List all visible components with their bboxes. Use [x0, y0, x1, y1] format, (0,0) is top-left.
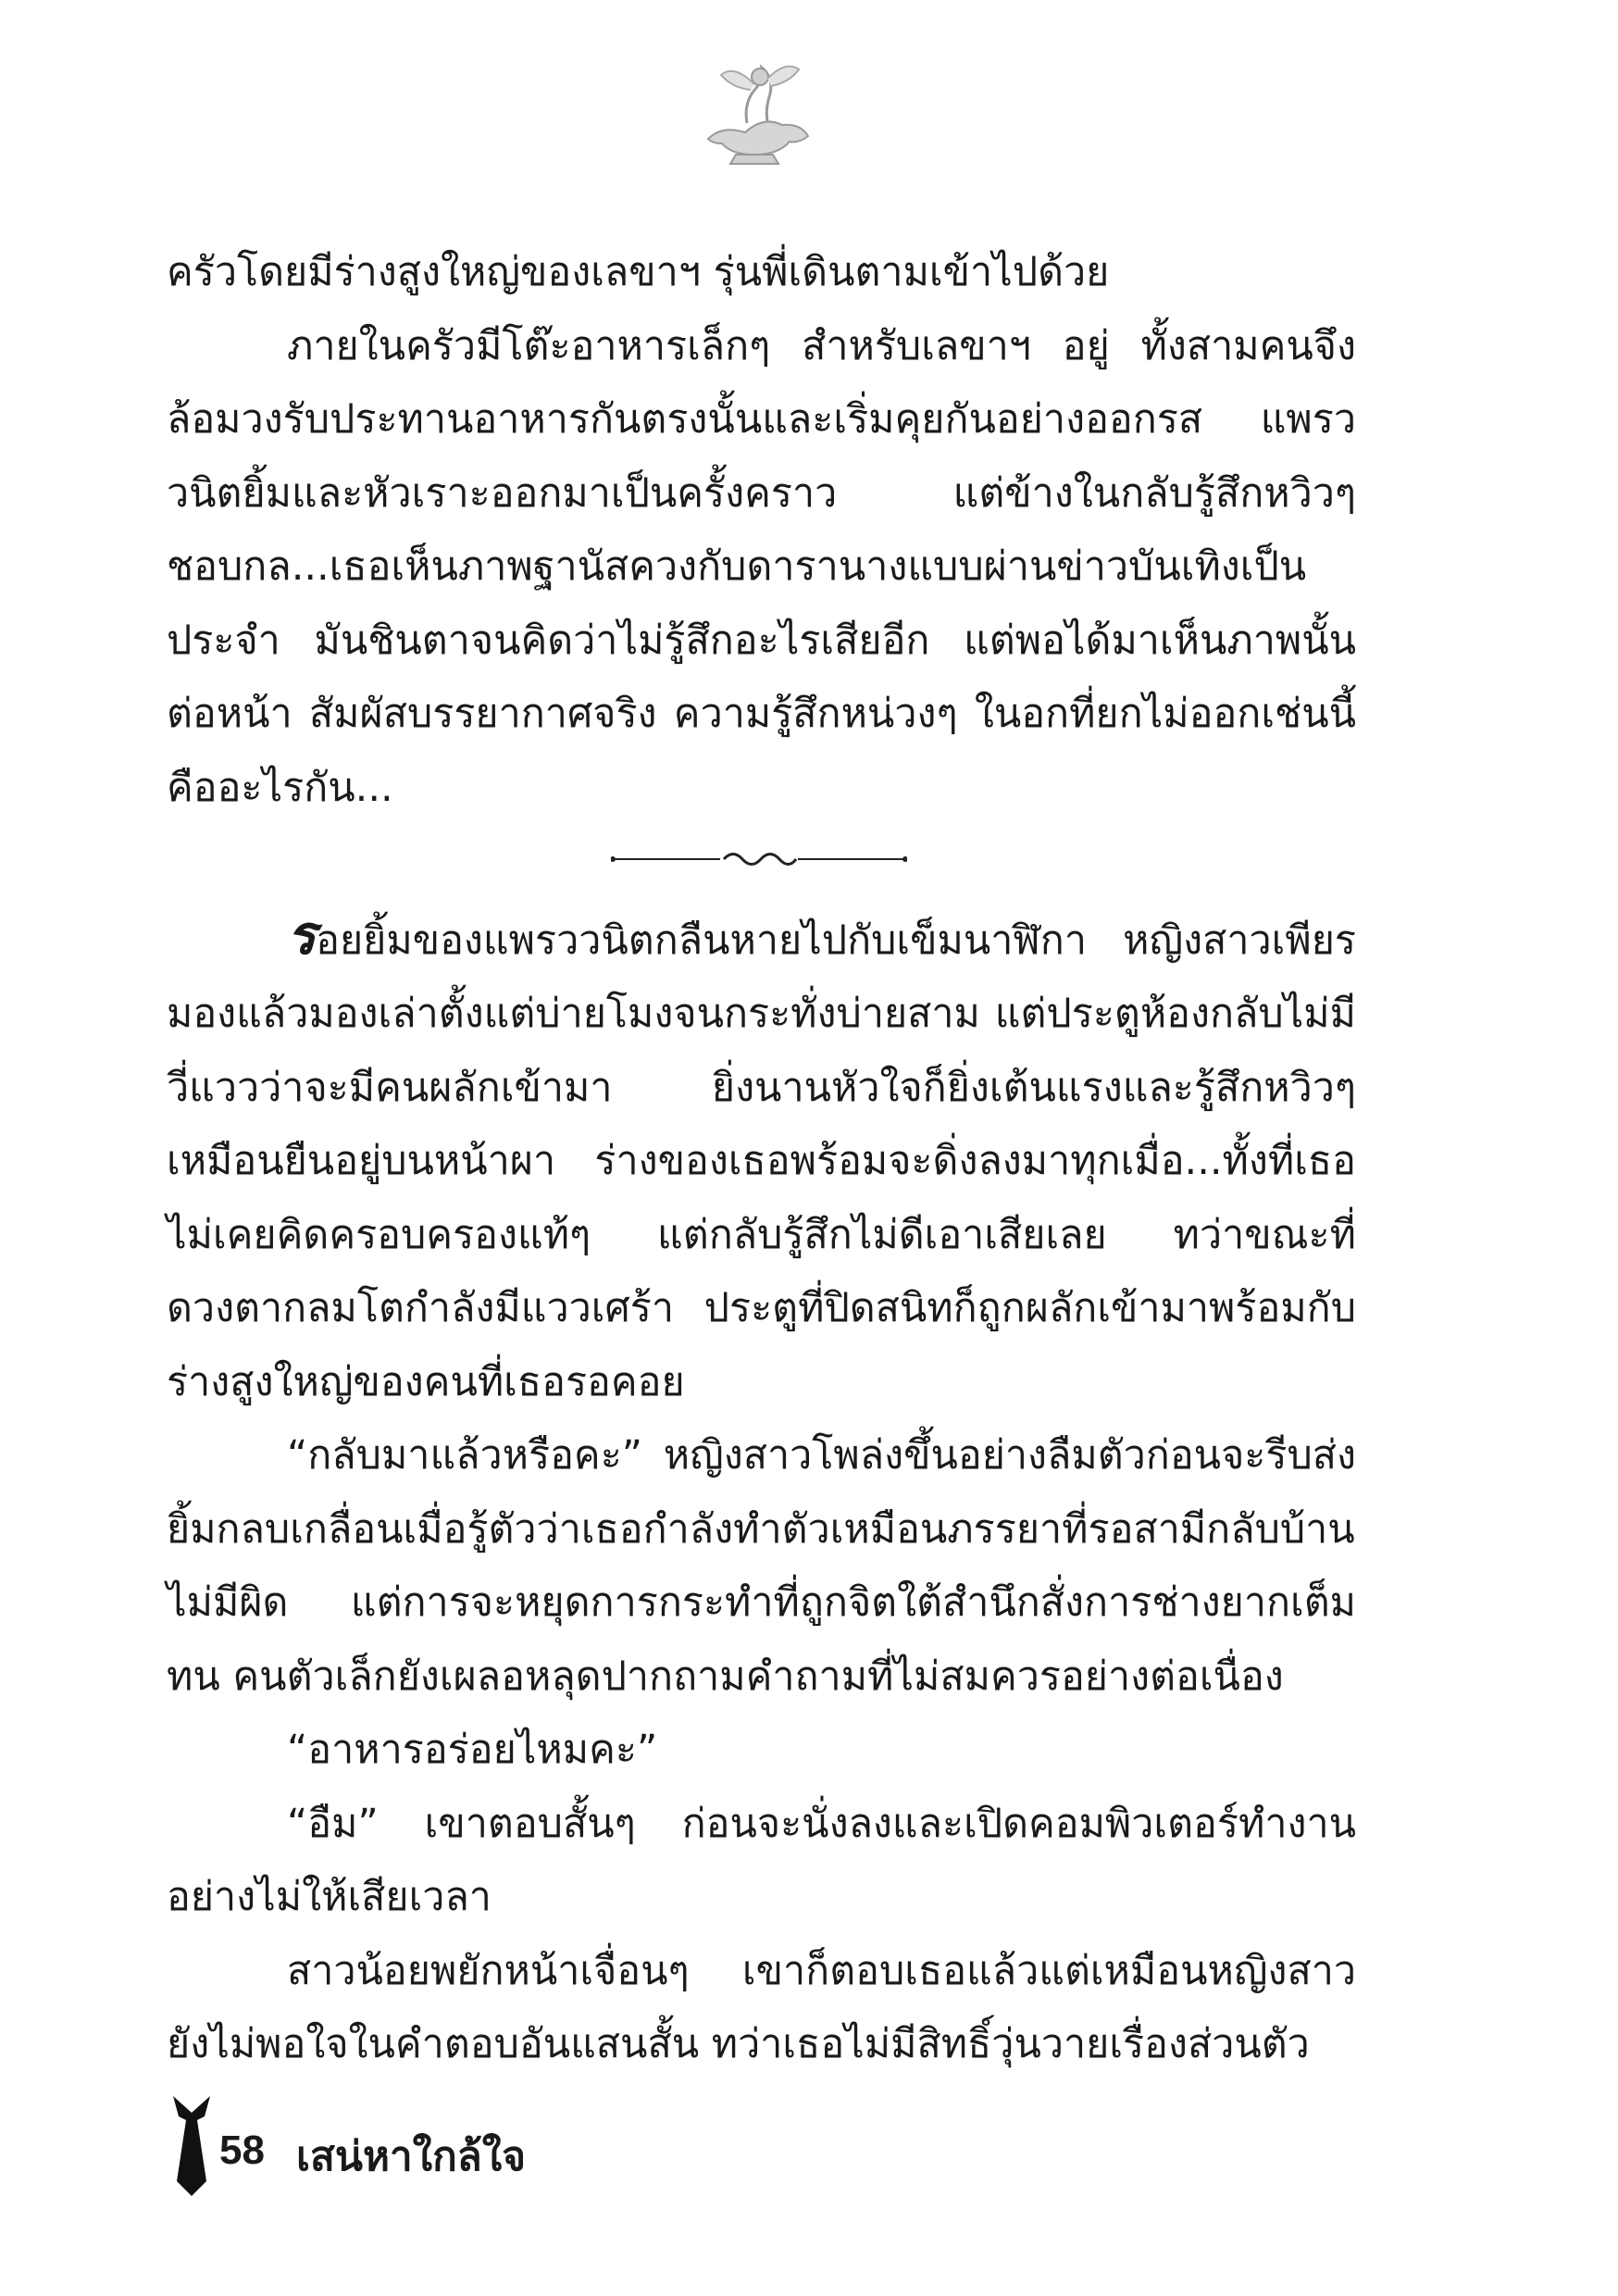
body-paragraph: ภายในครัวมีโต๊ะอาหารเล็กๆ สำหรับเลขาฯ อยู่ ทั้งสามคนจึงล้อมวงรับประทานอาหารกันตรงนั้นและเริ่มคุยกันอย่างออกรส แพรววนิตยิ้มและหัวเราะออกมาเป็นครั้งคราว แต่ข้างในกลับรู้สึกหวิวๆ ชอบกล...เธอเห็นภาพฐานัสควงกับดารานางแบบผ่านข่าวบันเทิงเป็นประจำ มันชินตาจนคิดว่าไม่รู้สึกอะไรเสียอีก แต่พอได้มาเห็นภาพนั้นต่อหน้า สัมผัสบรรยากาศจริง ความรู้สึกหน่วงๆ ในอกที่ยกไม่ออกเช่นนี้คืออะไรกัน... — [167, 322, 1356, 811]
section-divider — [167, 825, 1356, 899]
body-text — [167, 236, 1356, 2082]
body-paragraph: “อืม” เขาตอบสั้นๆ ก่อนจะนั่งลงและเปิดคอมพิวเตอร์ทำงานอย่างไม่ให้เสียเวลา — [167, 1800, 1356, 1920]
scroll-flourish-divider-icon — [611, 845, 907, 873]
section-first-paragraph-text: อยยิ้มของแพรววนิตกลืนหายไปกับเข็มนาฬิกา หญิงสาวเพียรมองแล้วมองเล่าตั้งแต่บ่ายโมงจนกระทั่งบ่ายสาม แต่ประตูห้องกลับไม่มีวี่แววว่าจะมีคนผลักเข้ามา ยิ่งนานหัวใจก็ยิ่งเต้นแรงและรู้สึกหวิวๆ เหมือนยืนอยู่บนหน้าผา ร่างของเธอพร้อมจะดิ่งลงมาทุกเมื่อ...ทั้งที่เธอไม่เคยคิดครอบครองแท้ๆ แต่กลับรู้สึกไม่ดีเอาเสียเลย ทว่าขณะที่ดวงตากลมโตกำลังมีแววเศร้า ประตูที่ปิดสนิทก็ถูกผลักเข้ามาพร้อมกับร่างสูงใหญ่ของคนที่เธอรอคอย — [167, 917, 1356, 1405]
page-footer — [171, 2092, 727, 2203]
book-title: เสน่หาใกล้ใจ — [296, 2133, 527, 2180]
drop-cap: ร — [287, 903, 317, 967]
section-first-paragraph — [167, 899, 1356, 1420]
necktie-icon — [171, 2092, 227, 2203]
body-paragraph: สาวน้อยพยักหน้าเจื่อนๆ เขาก็ตอบเธอแล้วแต่เหมือนหญิงสาวยังไม่พอใจในคำตอบอันแสนสั้น ทว่าเธอไม่มีสิทธิ์วุ่นวายเรื่องส่วนตัว — [167, 1947, 1356, 2067]
page-number: 58 — [219, 2128, 265, 2173]
magic-lamp-ornament-icon — [690, 51, 819, 171]
body-paragraph: “กลับมาแล้วหรือคะ” หญิงสาวโพล่งขึ้นอย่างลืมตัวก่อนจะรีบส่งยิ้มกลบเกลื่อนเมื่อรู้ตัวว่าเธอกำลังทำตัวเหมือนภรรยาที่รอสามีกลับบ้านไม่มีผิด แต่การจะหยุดการกระทำที่ถูกจิตใต้สำนึกสั่งการช่างยากเต็มทน คนตัวเล็กยังเผลอหลุดปากถามคำถามที่ไม่สมควรอย่างต่อเนื่อง — [167, 1432, 1356, 1700]
body-paragraph: “อาหารอร่อยไหมคะ” — [287, 1727, 658, 1773]
body-paragraph: ครัวโดยมีร่างสูงใหญ่ของเลขาฯ รุ่นพี่เดินตามเข้าไปด้วย — [167, 249, 1110, 295]
